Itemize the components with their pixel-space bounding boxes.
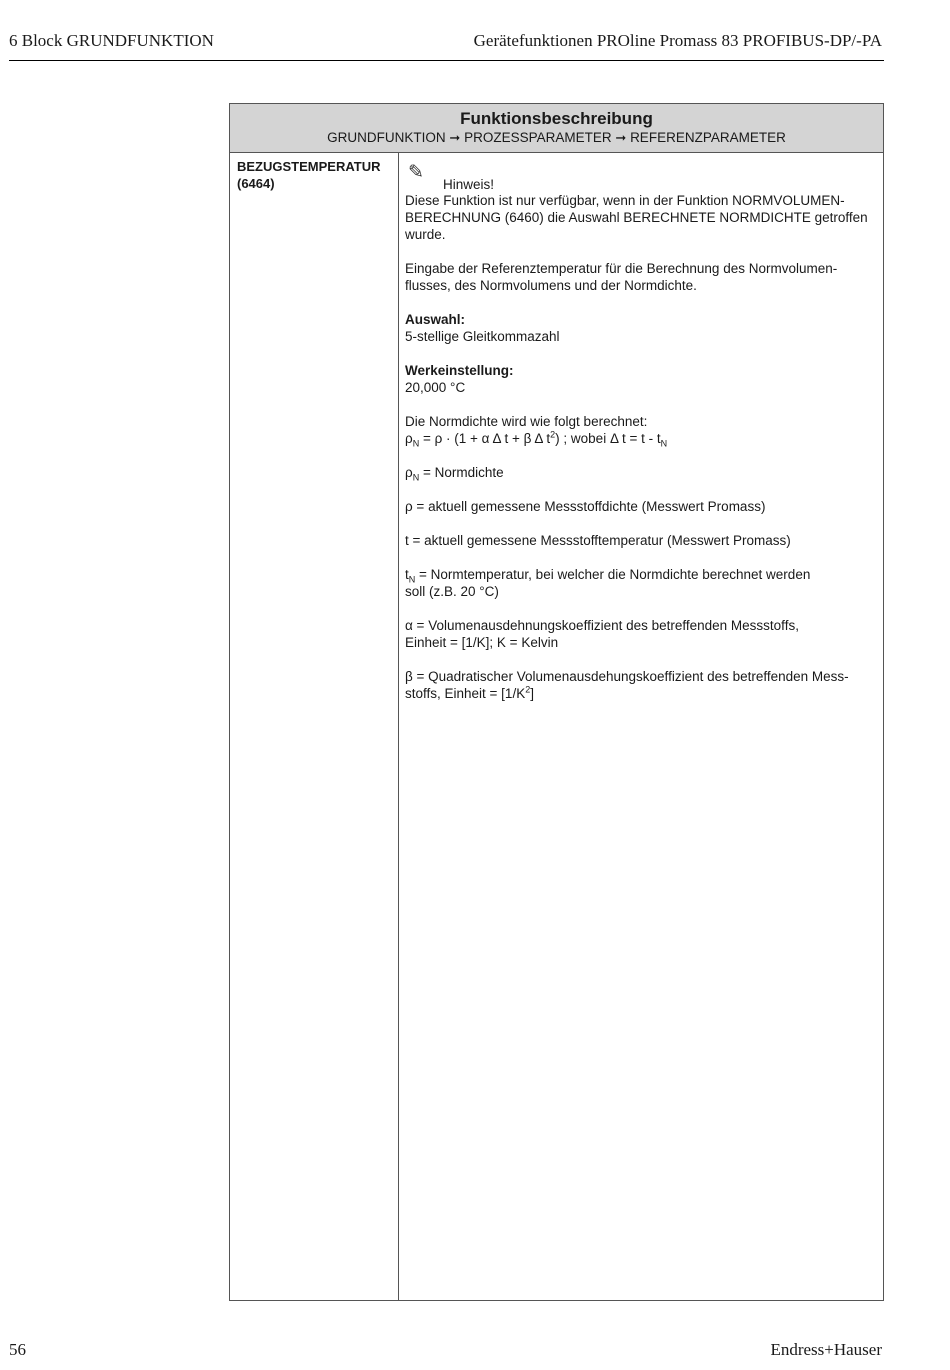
definition-rho: ρ = aktuell gemessene Messstoffdichte (Messwert Promass) (405, 499, 766, 514)
header-document-title: Gerätefunktionen PROline Promass 83 PROFIBUS-DP/-PA (473, 31, 882, 50)
definition-beta-cont: stoffs, Einheit = $[1/K^2]$ (405, 684, 534, 701)
note-text-line: wurde. (405, 227, 446, 242)
page-number: 56 (9, 1340, 26, 1359)
note-heading (405, 162, 875, 192)
formula: $\rho_N = \rho \cdot (1 + \alpha$ Δ t + β Δ $t^2$) ; wobei Δ $t = t - t_N$ (405, 429, 668, 449)
breadcrumb-item: REFERENZPARAMETER (630, 130, 786, 145)
factory-setting-label: Werkeinstellung: (405, 363, 514, 378)
note-label: Hinweis! (443, 177, 495, 192)
function-name: BEZUGSTEMPERATUR (237, 159, 381, 174)
intro-text-line: flusses, des Normvolumens und der Normdichte. (405, 278, 697, 293)
definition-tn-cont: soll (z.B. 20 °C) (405, 584, 499, 599)
function-description-table (229, 103, 884, 1301)
header-section-title: 6 Block GRUNDFUNKTION (9, 31, 214, 50)
table-title: Funktionsbeschreibung (460, 109, 653, 128)
breadcrumb-item: PROZESSPARAMETER (464, 130, 612, 145)
intro-text-line: Eingabe der Referenztemperatur für die Berechnung des Normvolumen- (405, 261, 838, 276)
definition-tn: $t_N$ = Normtemperatur, bei welcher die Normdichte berechnet werden (405, 567, 811, 585)
table-header (230, 104, 883, 153)
header-rule (9, 60, 884, 61)
breadcrumb (230, 129, 883, 147)
pencil-icon: ✎ (408, 162, 424, 183)
formula-intro: Die Normdichte wird wie folgt berechnet: (405, 414, 648, 429)
definition-alpha: α = Volumenausdehnungskoeffizient des betreffenden Messstoffs, (405, 618, 799, 633)
function-name-cell (237, 158, 395, 192)
selection-label: Auswahl: (405, 312, 466, 327)
note-text-line: Diese Funktion ist nur verfügbar, wenn in der Funktion NORMVOLUMEN- (405, 193, 845, 208)
definition-beta: β = Quadratischer Volumenausdehungskoeffizient des betreffenden Mess- (405, 669, 849, 684)
definition-rhon: $\rho_N$ = Normdichte (405, 465, 504, 483)
selection-value: 5-stellige Gleitkommazahl (405, 329, 560, 344)
definition-t: t = aktuell gemessene Messstofftemperatur (Messwert Promass) (405, 533, 791, 548)
breadcrumb-item: GRUNDFUNKTION (327, 130, 446, 145)
function-description-cell (405, 162, 875, 702)
definition-alpha-cont: Einheit = [1/K]; K = Kelvin (405, 635, 559, 650)
column-divider (398, 153, 399, 1300)
note-text-line: BERECHNUNG (6460) die Auswahl BERECHNETE NORMDICHTE getroffen (405, 210, 868, 225)
arrow-right-icon: ➞ (449, 130, 461, 145)
brand-logo: Endress+Hauser (770, 1340, 882, 1359)
arrow-right-icon: ➞ (615, 130, 627, 145)
function-code: (6464) (237, 176, 275, 191)
factory-setting-value: 20,000 °C (405, 380, 466, 395)
